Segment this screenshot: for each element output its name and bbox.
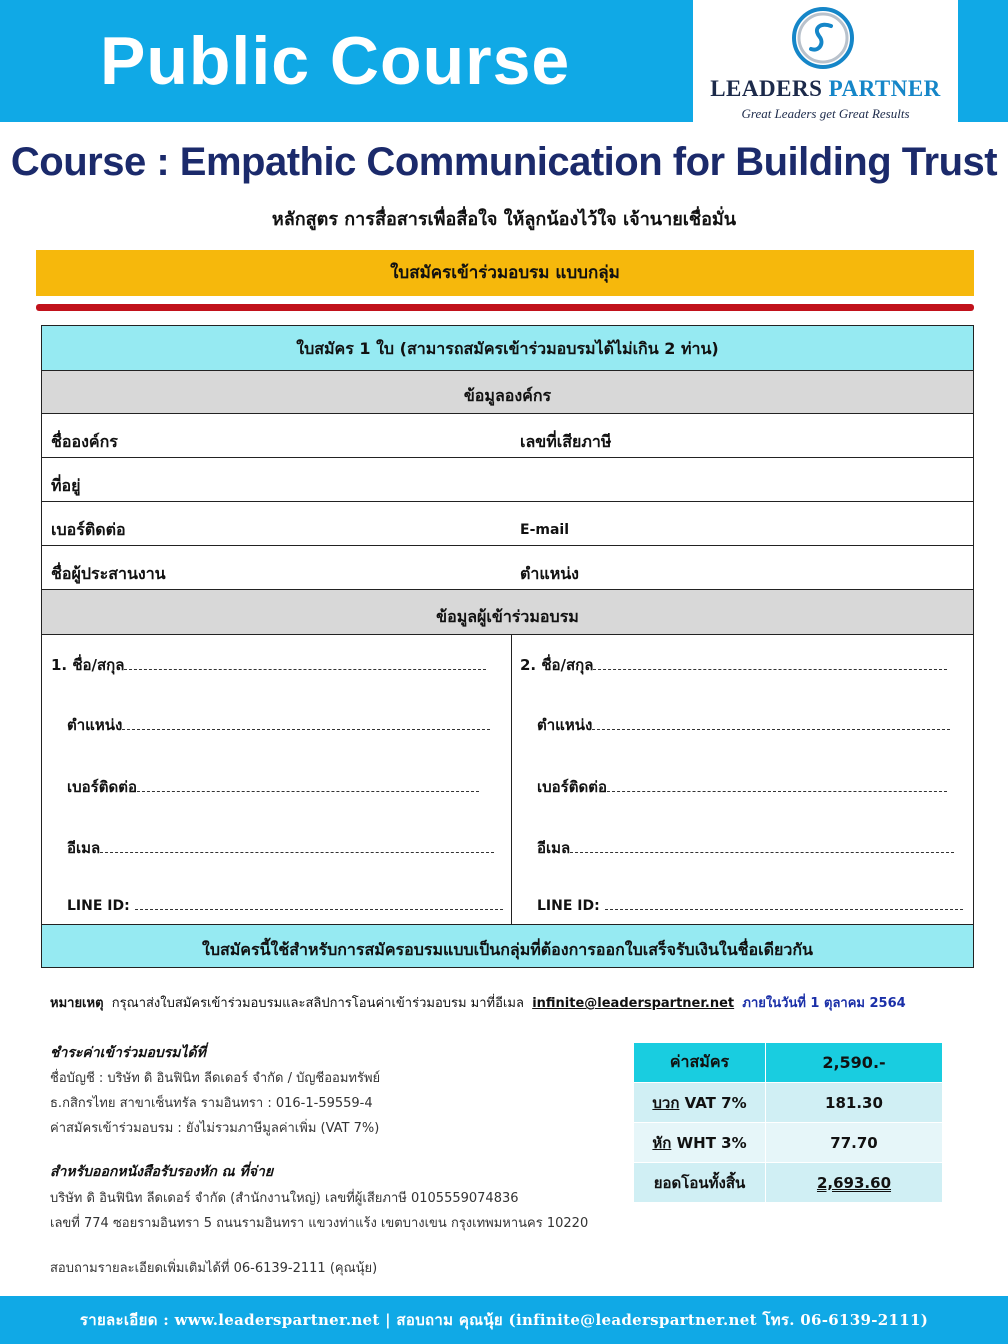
remark-email-link[interactable]: infinite@leaderspartner.net [532,996,735,1011]
address-row[interactable] [42,458,973,502]
coordinator-row[interactable] [42,546,973,590]
page-title: Public Course [100,23,571,99]
vat-row [634,1083,943,1123]
org-name-label: ชื่อองค์กร [51,432,118,451]
total-label: ยอดโอนทั้งสิ้น [634,1163,766,1203]
footer-bar: รายละเอียด : www.leaderspartner.net | สอบถาม คุณนุ้ย (infinite@leaderspartner.net โทร. 06-6139-2111) [0,1296,1008,1344]
email-label: E-mail [520,522,570,538]
inquiry-text: สอบถามรายละเอียดเพิ่มเติมได้ที่ 06-6139-2111 (คุณนุ้ย) [50,1261,378,1276]
payment-bank: ธ.กสิกรไทย สาขาเซ็นทรัล รามอินทรา : 016-1-59559-4 [50,1096,373,1111]
payment-account: ชื่อบัญชี : บริษัท ดิ อินฟินิท ลีดเดอร์ จำกัด / บัญชีออมทรัพย์ [50,1071,381,1086]
fee-row [634,1043,943,1083]
remark-text: กรุณาส่งใบสมัครเข้าร่วมอบรมและสลิปการโอนค่าเข้าร่วมอบรม มาที่อีเมล [111,996,524,1011]
address-label: ที่อยู่ [51,476,81,495]
wht-label: หัก WHT 3% [634,1123,766,1163]
payment-vat-note: ค่าสมัครเข้าร่วมอบรม : ยังไม่รวมภาษีมูลค่าเพิ่ม (VAT 7%) [50,1121,380,1136]
phone-label: เบอร์ติดต่อ [51,520,126,539]
remark [50,992,906,1013]
fee-table [633,1042,943,1203]
fee-label: ค่าสมัคร [634,1043,766,1083]
phone-row[interactable] [42,502,973,546]
p2-phone-field[interactable]: เบอร์ติดต่อ [537,775,967,799]
company-address: เลขที่ 774 ซอยรามอินทรา 5 ถนนรามอินทรา แขวงท่าแร้ง เขตบางเขน กรุงเทพมหานคร 10220 [50,1216,589,1231]
total-row [634,1163,943,1203]
total-value: 2,693.60 [766,1163,943,1203]
fee-value: 2,590.- [766,1043,943,1083]
vat-value: 181.30 [766,1083,943,1123]
org-name-row[interactable] [42,414,973,458]
wht-row [634,1123,943,1163]
registration-form [41,325,974,968]
p1-position-field[interactable]: ตำแหน่ง [67,713,503,737]
column-divider [511,635,512,924]
vat-label: บวก VAT 7% [634,1083,766,1123]
course-title: Course : Empathic Communication for Building Trust [10,140,998,184]
p2-name-field[interactable]: 2. ชื่อ/สกุล [520,653,966,677]
course-subtitle: หลักสูตร การสื่อสารเพื่อสื่อใจ ให้ลูกน้องไว้ใจ เจ้านายเชื่อมั่น [271,209,737,230]
company-info: บริษัท ดิ อินฟินิท ลีดเดอร์ จำกัด (สำนักงานใหญ่) เลขที่ผู้เสียภาษี 0105559074836 [50,1191,519,1206]
org-section-header: ข้อมูลองค์กร [42,371,973,414]
p2-position-field[interactable]: ตำแหน่ง [537,713,967,737]
p1-name-field[interactable]: 1. ชื่อ/สกุล [51,653,503,677]
wht-value: 77.70 [766,1123,943,1163]
position-label: ตำแหน่ง [520,564,579,583]
form-header: ใบสมัคร 1 ใบ (สามารถสมัครเข้าร่วมอบรมได้ไม่เกิน 2 ท่าน) [42,326,973,371]
p1-line-field[interactable]: LINE ID: [67,898,503,914]
logo-name: LEADERS PARTNER [710,76,941,101]
remark-deadline: ภายในวันที่ 1 ตุลาคม 2564 [742,996,906,1011]
p2-email-field[interactable]: อีเมล [537,836,967,860]
coordinator-label: ชื่อผู้ประสานงาน [51,564,166,583]
p1-phone-field[interactable]: เบอร์ติดต่อ [67,775,503,799]
divider [36,304,974,311]
p2-line-field[interactable]: LINE ID: [537,898,967,914]
p1-email-field[interactable]: อีเมล [67,836,503,860]
form-banner: ใบสมัครเข้าร่วมอบรม แบบกลุ่ม [36,250,974,296]
tax-id-label: เลขที่เสียภาษี [520,432,612,451]
participant-section-header: ข้อมูลผู้เข้าร่วมอบรม [42,590,973,635]
logo-swirl-icon [791,6,855,70]
remark-label: หมายเหตุ [50,996,104,1011]
logo-tagline: Great Leaders get Great Results [741,106,910,121]
payment-heading: ชำระค่าเข้าร่วมอบรมได้ที่ [50,1045,206,1061]
logo [693,0,958,125]
wht-heading: สำหรับออกหนังสือรับรองหัก ณ ที่จ่าย [50,1164,274,1180]
form-footer-note: ใบสมัครนี้ใช้สำหรับการสมัครอบรมแบบเป็นกลุ่มที่ต้องการออกใบเสร็จรับเงินในชื่อเดียวกัน [42,924,973,967]
